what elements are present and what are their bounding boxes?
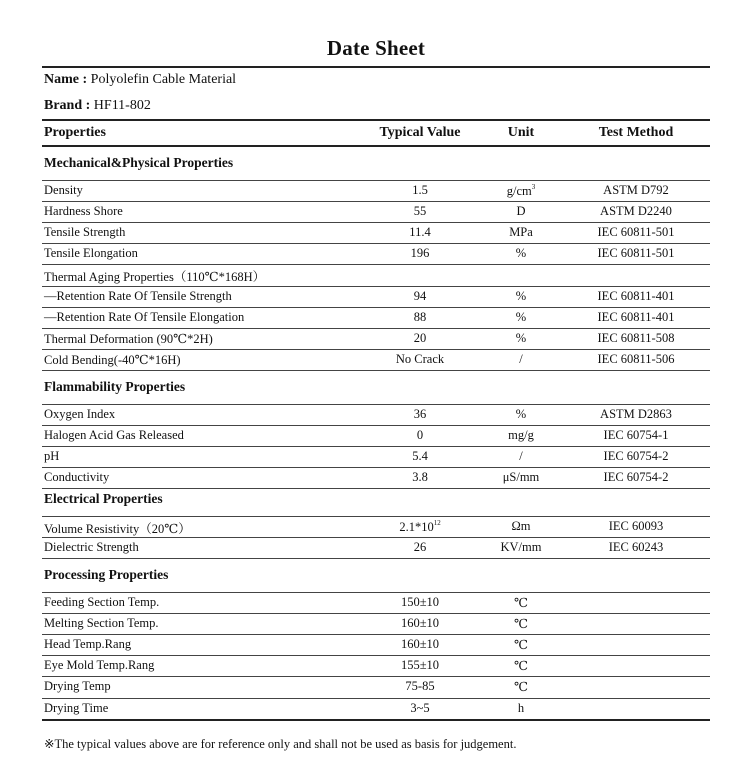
typical-value-cell-text: 3~5: [410, 700, 430, 715]
test-method-cell: [566, 407, 706, 422]
typical-value-cell-text: 150±10: [400, 595, 440, 609]
unit-cell-text: g/cm: [506, 184, 532, 198]
property-cell-text: Eye Mold Temp.Rang: [44, 658, 155, 673]
header-unit: Unit: [507, 125, 535, 140]
property-cell-text: Thermal Aging Properties（110℃*168H）: [44, 270, 266, 285]
table-row: [42, 222, 710, 243]
unit-cell-text: MPa: [509, 225, 533, 240]
section-header: [42, 146, 710, 180]
property-cell-text: Drying Temp: [44, 679, 111, 694]
brand-line: [44, 98, 151, 114]
test-method-cell-text: IEC 60243: [608, 540, 664, 555]
table-row: [42, 349, 710, 370]
typical-value-cell: [358, 407, 482, 422]
table-row: [42, 404, 710, 425]
property-cell: [44, 246, 138, 261]
unit-cell: [476, 637, 566, 653]
property-cell-text: Tensile Elongation: [44, 246, 138, 261]
unit-cell: [476, 289, 566, 304]
typical-value-cell: [358, 310, 482, 325]
property-cell: [44, 225, 125, 240]
unit-cell-text: ℃: [514, 617, 528, 632]
property-cell-text: —Retention Rate Of Tensile Elongation: [44, 309, 245, 324]
property-cell-text: Head Temp.Rang: [44, 637, 132, 652]
test-method-cell-text: IEC 60811-401: [597, 309, 675, 324]
typical-value-cell: [358, 540, 482, 555]
top-rule: [42, 66, 710, 68]
typical-value-cell: [358, 595, 482, 610]
table-row: [42, 537, 710, 558]
table-row: [42, 264, 710, 285]
header-test-method: Test Method: [598, 125, 674, 140]
section-header: [42, 370, 710, 404]
property-cell: [44, 183, 83, 198]
typical-value-cell-text: 1.5: [412, 183, 428, 197]
table-row: [42, 676, 710, 697]
property-cell-text: Dielectric Strength: [44, 540, 139, 555]
table-header: [42, 119, 710, 145]
unit-cell: [476, 204, 566, 219]
typical-value-cell-text: 88: [413, 309, 427, 324]
typical-value-cell-text: 160±10: [400, 637, 440, 652]
typical-value-cell: [358, 658, 482, 673]
test-method-cell: [566, 540, 706, 555]
table-row: [42, 328, 710, 349]
property-cell: [44, 701, 108, 716]
typical-value-cell: [358, 246, 482, 261]
property-cell: [44, 407, 115, 422]
unit-cell-text: %: [515, 288, 527, 303]
property-cell-text: Feeding Section Temp.: [44, 595, 160, 609]
unit-cell: [476, 519, 566, 534]
typical-value-cell-text: 5.4: [412, 449, 428, 464]
test-method-cell-text: IEC 60754-1: [603, 428, 669, 443]
section-title: Electrical Properties: [44, 491, 163, 506]
unit-cell: [476, 428, 566, 443]
unit-cell-text: mg/g: [508, 428, 534, 443]
typical-value-cell-text: 55: [413, 204, 427, 219]
unit-cell: [476, 407, 566, 422]
name-label: Name :: [44, 72, 88, 87]
section-header: [42, 482, 710, 516]
test-method-cell-text: IEC 60093: [608, 519, 664, 533]
brand-value: HF11-802: [93, 98, 151, 113]
typical-value-cell: [358, 519, 482, 535]
typical-value-cell-text: 75-85: [405, 679, 435, 694]
typical-value-cell: [358, 679, 482, 694]
test-method-cell-text: IEC 60811-501: [597, 246, 675, 261]
property-cell-text: —Retention Rate Of Tensile Strength: [44, 288, 232, 303]
typical-value-cell: [358, 225, 482, 240]
property-cell: [44, 310, 244, 325]
table-row: [42, 698, 710, 719]
property-cell-text: Hardness Shore: [44, 204, 123, 219]
typical-value-cell-text: 20: [413, 330, 427, 345]
test-method-cell-text: IEC 60754-2: [603, 449, 669, 464]
typical-value-cell-text: 11.4: [409, 225, 431, 240]
unit-cell: [476, 616, 566, 632]
footnote: ※The typical values above are for reference only and shall not be used as basis for judgement.: [44, 737, 517, 751]
unit-cell: [476, 331, 566, 346]
page-title: Date Sheet: [326, 36, 426, 60]
unit-cell-text: /: [519, 351, 523, 366]
test-method-cell: [566, 310, 706, 325]
property-cell: [44, 637, 131, 652]
property-cell-text: Tensile Strength: [44, 225, 126, 240]
test-method-cell: [566, 183, 706, 198]
unit-cell: [476, 352, 566, 367]
property-cell: [44, 679, 111, 694]
typical-value-cell: [358, 204, 482, 219]
test-method-cell: [566, 352, 706, 367]
unit-cell-text: /: [519, 449, 523, 464]
typical-value-cell: [358, 183, 482, 198]
superscript: 12: [433, 519, 441, 527]
unit-cell: [476, 679, 566, 695]
name-line: [44, 72, 236, 88]
test-method-cell: [566, 289, 706, 304]
typical-value-cell-text: 26: [413, 540, 427, 555]
section-title: Flammability Properties: [44, 379, 186, 394]
property-cell: [44, 428, 184, 443]
test-method-cell: [566, 428, 706, 443]
unit-cell: [476, 225, 566, 240]
brand-label: Brand :: [44, 98, 91, 113]
unit-cell: [476, 246, 566, 261]
table-row: [42, 180, 710, 201]
test-method-cell-text: IEC 60811-501: [597, 225, 675, 240]
unit-cell: [476, 595, 566, 611]
table-row: [42, 286, 710, 307]
typical-value-cell: [358, 331, 482, 346]
unit-cell: [476, 701, 566, 716]
typical-value-cell: [358, 449, 482, 464]
typical-value-cell-text: No Crack: [395, 351, 445, 366]
property-cell-text: Cold Bending(-40℃*16H): [44, 352, 181, 367]
unit-cell-text: KV/mm: [500, 540, 542, 555]
unit-cell: [476, 183, 566, 199]
test-method-cell-text: IEC 60811-401: [597, 288, 675, 303]
unit-cell: [476, 540, 566, 555]
property-cell: [44, 519, 191, 537]
typical-value-cell-text: 94: [413, 288, 427, 303]
property-cell: [44, 289, 232, 304]
table-row: [42, 201, 710, 222]
table-row: [42, 446, 710, 467]
test-method-cell: [566, 225, 706, 240]
header-typical-value: Typical Value: [379, 125, 461, 140]
unit-cell-text: D: [516, 204, 526, 219]
unit-cell: [476, 310, 566, 325]
property-cell-text: Thermal Deformation (90℃*2H): [44, 331, 213, 346]
property-cell: [44, 267, 265, 285]
test-method-cell-text: IEC 60811-506: [597, 351, 675, 366]
test-method-cell: [566, 331, 706, 346]
property-cell-text: Conductivity: [44, 470, 110, 485]
table-row: [42, 613, 710, 634]
property-cell: [44, 658, 154, 673]
property-cell-text: Volume Resistivity（20℃）: [44, 522, 191, 536]
unit-cell-text: ℃: [514, 638, 528, 653]
property-cell-text: Oxygen Index: [44, 407, 116, 421]
property-cell: [44, 204, 123, 219]
test-method-cell: [566, 204, 706, 219]
section-title: Processing Properties: [44, 567, 169, 582]
typical-value-cell-text: 196: [410, 246, 430, 261]
property-cell: [44, 352, 181, 368]
table-row: [42, 592, 710, 613]
name-value: Polyolefin Cable Material: [90, 72, 237, 87]
property-cell: [44, 449, 59, 464]
table-row: [42, 655, 710, 676]
table-bottom-rule: [42, 719, 710, 721]
unit-cell-text: ℃: [514, 596, 528, 610]
unit-cell-text: %: [515, 407, 527, 421]
typical-value-cell-text: 2.1*10: [399, 520, 434, 534]
property-cell-text: Halogen Acid Gas Released: [44, 428, 184, 443]
typical-value-cell: [358, 352, 482, 367]
unit-cell-text: ℃: [514, 659, 528, 674]
test-method-cell: [566, 246, 706, 261]
table-row: [42, 243, 710, 264]
property-cell-text: Melting Section Temp.: [44, 616, 159, 631]
typical-value-cell: [358, 637, 482, 652]
table-row: [42, 634, 710, 655]
test-method-cell: [566, 519, 706, 534]
test-method-cell-text: IEC 60811-508: [597, 330, 675, 345]
test-method-cell-text: ASTM D792: [603, 183, 669, 197]
unit-cell-text: h: [517, 700, 525, 715]
test-method-cell: [566, 449, 706, 464]
header-properties: Properties: [44, 125, 106, 140]
test-method-cell-text: ASTM D2240: [600, 204, 672, 219]
unit-cell-text: Ωm: [511, 519, 531, 533]
typical-value-cell-text: 155±10: [400, 658, 440, 673]
unit-cell-text: μS/mm: [502, 470, 540, 485]
table-row: [42, 425, 710, 446]
table-row: [42, 516, 710, 537]
property-cell-text: Drying Time: [44, 700, 109, 715]
typical-value-cell-text: 0: [416, 428, 424, 443]
test-method-cell-text: ASTM D2863: [600, 407, 672, 421]
property-cell: [44, 595, 159, 610]
typical-value-cell-text: 36: [413, 407, 427, 421]
typical-value-cell: [358, 616, 482, 631]
unit-cell: [476, 658, 566, 674]
property-cell: [44, 331, 213, 347]
superscript: 3: [531, 183, 536, 191]
property-cell-text: Density: [44, 183, 83, 197]
typical-value-cell: [358, 289, 482, 304]
property-cell-text: pH: [44, 449, 60, 464]
test-method-cell-text: IEC 60754-2: [603, 470, 669, 485]
property-cell: [44, 540, 139, 555]
unit-cell-text: %: [515, 330, 527, 345]
typical-value-cell: [358, 428, 482, 443]
section-title: Mechanical&Physical Properties: [44, 155, 234, 170]
property-cell: [44, 616, 159, 631]
unit-cell-text: %: [515, 309, 527, 324]
unit-cell-text: ℃: [514, 680, 528, 695]
table-row: [42, 307, 710, 328]
typical-value-cell: [358, 701, 482, 716]
typical-value-cell-text: 3.8: [412, 470, 428, 485]
unit-cell-text: %: [515, 246, 527, 261]
section-header: [42, 558, 710, 592]
typical-value-cell-text: 160±10: [400, 616, 440, 631]
unit-cell: [476, 449, 566, 464]
